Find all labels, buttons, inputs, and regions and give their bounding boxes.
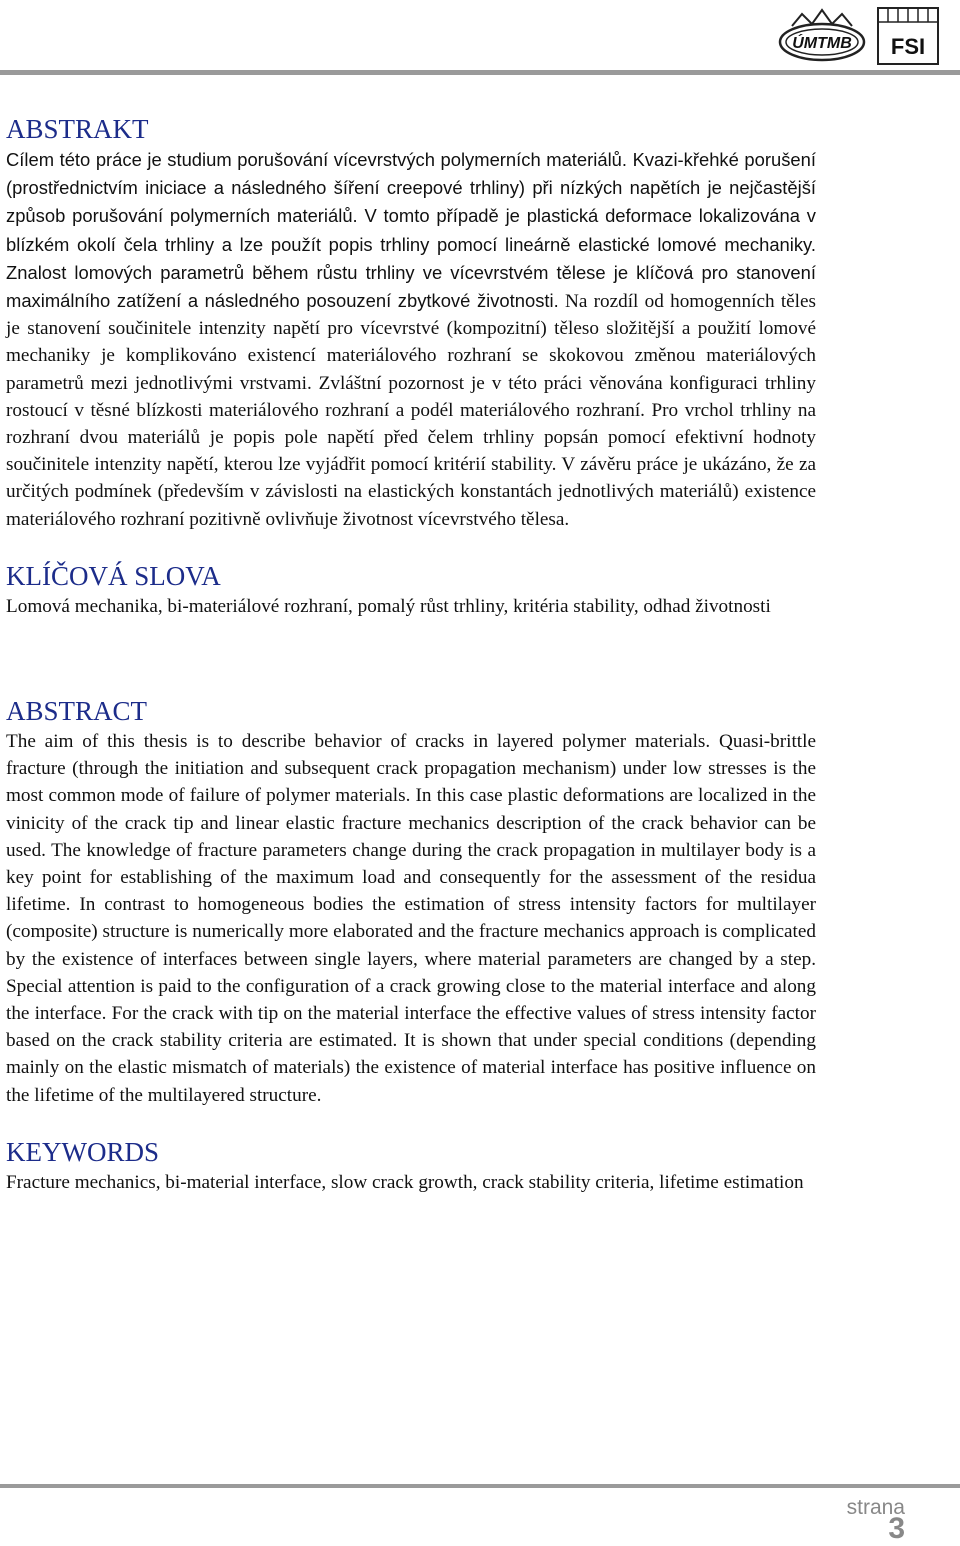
footer-rule [0, 1484, 960, 1488]
klicova-slova-section [6, 559, 816, 620]
page-number: 3 [888, 1512, 905, 1545]
abstract-paragraph: The aim of this thesis is to describe behavior of cracks in layered polymer materials. Quasi-brittle fracture (through the initiation and subsequent crack propagation mechanism) under low stresses is the most common mode of failure of polymer materials. In this case plastic deformations are localized in the vinicity of the crack tip and linear elastic fracture mechanics description of the crack behavior can be used. The knowledge of fracture parameters change during the crack propagation in multilayer body is a key point for establishing of the maximum load and consequently for the assessment of the residua lifetime. In contrast to homogeneous bodies the estimation of stress intensity factors for multilayer (composite) structure is numerically more elaborated and the fracture mechanics approach is complicated by the existence of interfaces between single layers, where material parameters are changed by a step. Special attention is paid to the configuration of a crack growing close to the material interface and along the interface. For the crack with tip on the material interface the effective values of stress intensity factor based on the crack stability criteria are estimated. It is shown that under special conditions (depending mainly on the elastic mismatch of materials) the existence of material interface has positive influence on the lifetime of the multilayered structure. [6, 731, 816, 1106]
page-content [6, 112, 816, 1196]
klicova-slova-heading: KLÍČOVÁ SLOVA [6, 560, 221, 591]
header-logos [692, 4, 952, 68]
page-label: strana [846, 1496, 905, 1519]
umtmb-logo [780, 10, 864, 60]
abstrakt-text-sans: Cílem této práce je studium porušování vícevrstvých polymerních materiálů. Kvazi-křehké porušení (prostřednictvím iniciace a následného šíření creepové trhliny) při nízkých napětích je nejčastější způsob porušování polymerních materiálů. V tomto případě je plastická deformace lokalizována v blízkém okolí čela trhliny a lze použít popis trhliny pomocí lineárně elastické lomové mechaniky. Znalost lomových parametrů během růstu trhliny ve vícevrstvém tělese je klíčová pro stanovení maximálního zatížení a následného posouzení zbytkové životnosti. [6, 149, 816, 312]
abstrakt-section [6, 112, 816, 533]
logo-left-text: ÚMTMB [792, 35, 852, 52]
abstrakt-paragraph [6, 146, 816, 533]
abstrakt-text-serif: Na rozdíl od homogenních těles je stanovení součinitele intenzity napětí pro vícevrstvé (kompozitní) těleso složitější a použití lomové mechaniky je komplikováno existencí materiálového rozhraní se skokovou změnou materiálových parametrů mezi jednotlivými vrstvami. Zvláštní pozornost je v této práci věnována konfiguraci trhliny rostoucí v těsné blízkosti materiálového rozhraní a podél materiálového rozhraní. Pro vrchol trhliny na rozhraní dvou materiálů je popis pole napětí před čelem trhliny popsán pomocí efektivní hodnoty součinitele intenzity napětí, kterou lze vyjádřit pomocí kritérií stability. V závěru práce je ukázáno, že za určitých podmínek (především v závislosti na elastických konstantách jednotlivých materiálů) existence materiálového rozhraní pozitivně ovlivňuje životnost vícevrstvého tělesa. [6, 291, 816, 530]
klicova-slova-text: Lomová mechanika, bi-materiálové rozhraní, pomalý růst trhliny, kritéria stability, odhad životnosti [6, 595, 771, 617]
keywords-heading: KEYWORDS [6, 1136, 159, 1167]
keywords-section [6, 1135, 816, 1196]
keywords-text: Fracture mechanics, bi-material interface, slow crack growth, crack stability criteria, lifetime estimation [6, 1171, 804, 1193]
fsi-logo [878, 8, 938, 64]
abstract-section [6, 694, 816, 1109]
header-rule [0, 70, 960, 75]
abstrakt-heading: ABSTRAKT [6, 114, 149, 144]
logo-right-text: FSI [890, 34, 926, 59]
abstract-heading: ABSTRACT [6, 696, 148, 727]
